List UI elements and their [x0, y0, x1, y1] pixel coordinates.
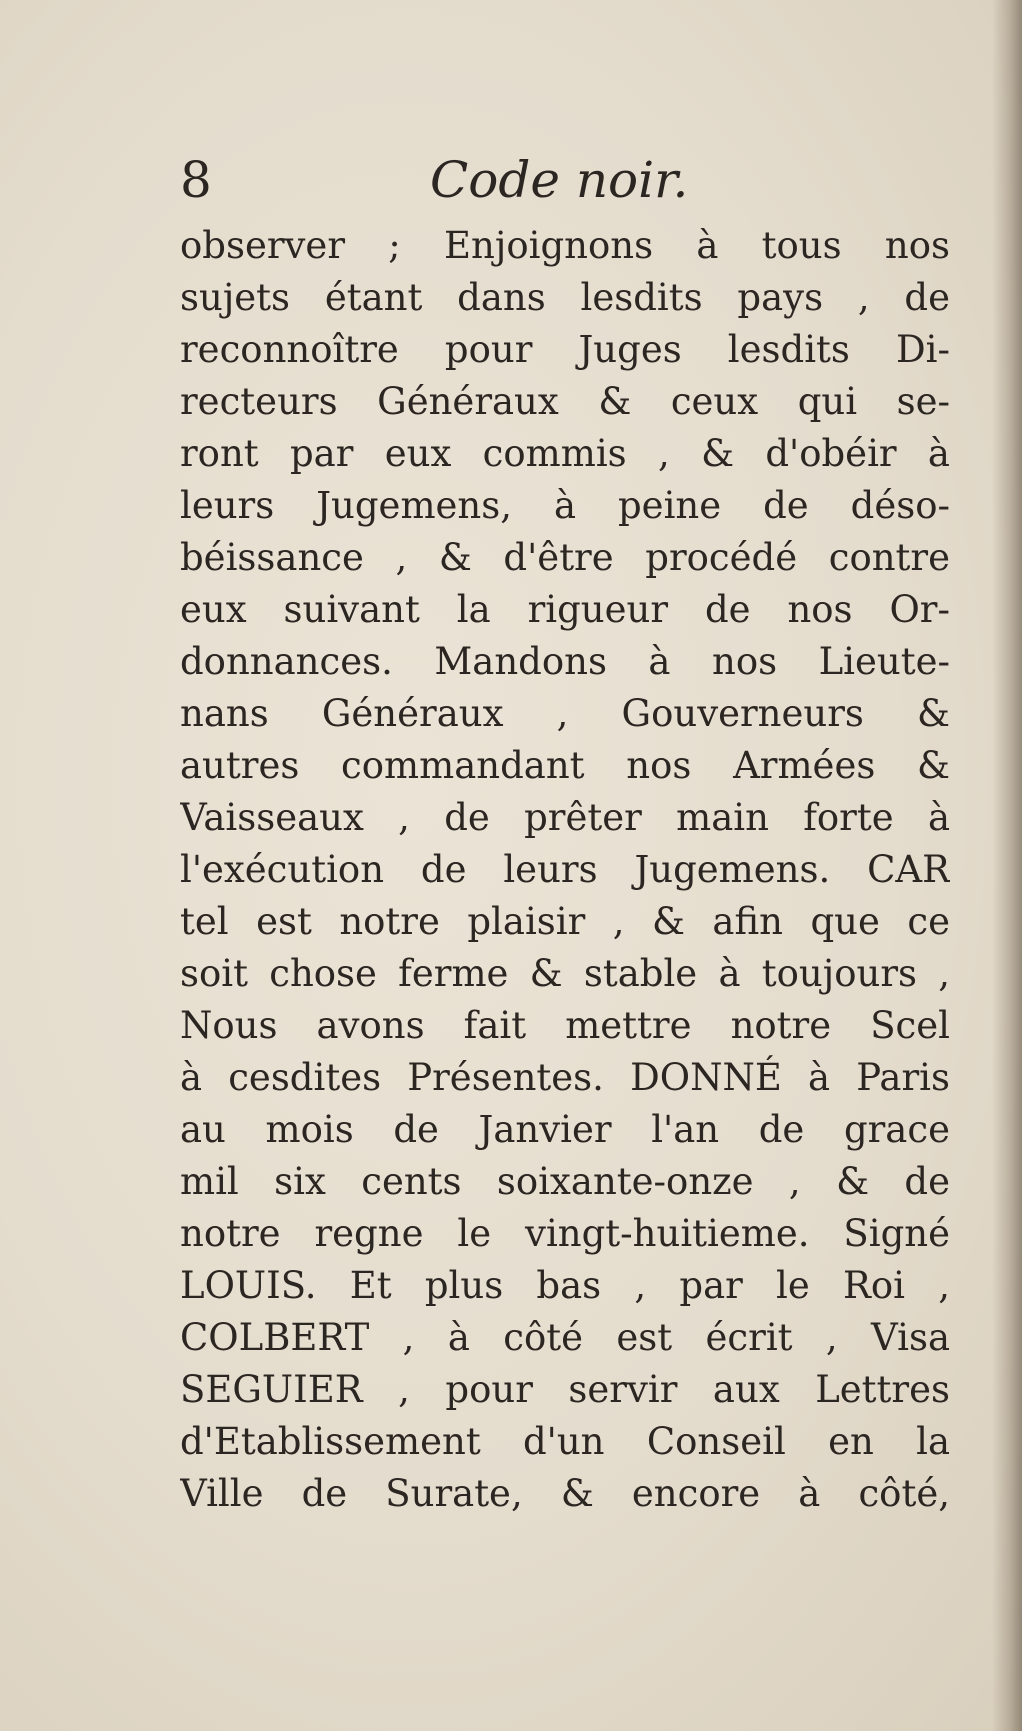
text-line: nans Généraux , Gouverneurs &: [180, 692, 950, 735]
page-gutter-shadow: [992, 0, 1022, 1731]
text-line: soit chose ferme & stable à toujours ,: [180, 952, 950, 995]
text-line: d'Etablissement d'un Conseil en la: [180, 1420, 950, 1463]
text-line: mil six cents soixante-onze , & de: [180, 1160, 950, 1203]
text-line: observer ; Enjoignons à tous nos: [180, 224, 950, 267]
text-line: l'exécution de leurs Jugemens. CAR: [180, 848, 950, 891]
running-title: Code noir.: [430, 151, 689, 209]
text-line: donnances. Mandons à nos Lieute-: [180, 640, 950, 683]
text-line: Ville de Surate, & encore à côté,: [180, 1472, 950, 1515]
text-line: LOUIS. Et plus bas , par le Roi ,: [180, 1264, 950, 1307]
text-line: Nous avons fait mettre notre Scel: [180, 1004, 950, 1047]
page-number: 8: [180, 151, 212, 209]
text-line: autres commandant nos Armées &: [180, 744, 950, 787]
body-text: [180, 220, 950, 1520]
text-line: au mois de Janvier l'an de grace: [180, 1108, 950, 1151]
text-line: COLBERT , à côté est écrit , Visa: [180, 1316, 950, 1359]
text-line: SEGUIER , pour servir aux Lettres: [180, 1368, 950, 1411]
text-line: à cesdites Présentes. DONNÉ à Paris: [180, 1056, 950, 1099]
text-line: notre regne le vingt-huitieme. Signé: [180, 1212, 950, 1255]
text-line: Vaisseaux , de prêter main forte à: [180, 796, 950, 839]
text-line: recteurs Généraux & ceux qui se-: [180, 380, 950, 423]
text-line: eux suivant la rigueur de nos Or-: [180, 588, 950, 631]
text-line: sujets étant dans lesdits pays , de: [180, 276, 950, 319]
text-line: ront par eux commis , & d'obéir à: [180, 432, 950, 475]
text-line: béissance , & d'être procédé contre: [180, 536, 950, 579]
page-header: [180, 150, 950, 220]
text-line: tel est notre plaisir , & afin que ce: [180, 900, 950, 943]
text-line: leurs Jugemens, à peine de déso-: [180, 484, 950, 527]
text-line: reconnoître pour Juges lesdits Di-: [180, 328, 950, 371]
